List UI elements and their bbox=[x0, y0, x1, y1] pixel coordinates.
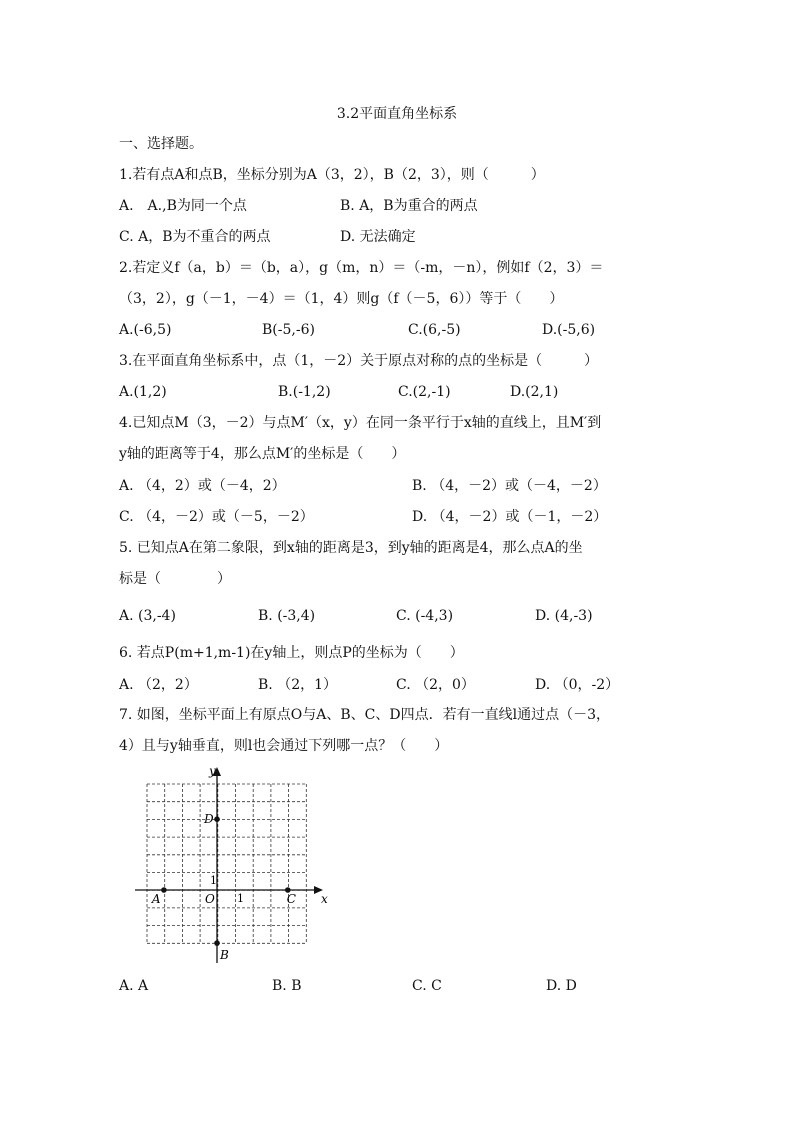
q2-option-b: B(-5,-6) bbox=[262, 322, 315, 338]
y-tick-one: 1 bbox=[210, 874, 217, 887]
q4-stem-line1: 4.已知点M（3，－2）与点M′（x，y）在同一条平行于x轴的直线上，且M′到 bbox=[119, 415, 602, 431]
q4-option-d: D. （4，－2）或（－1，－2） bbox=[412, 509, 608, 525]
q7-option-b-text: B. B bbox=[272, 978, 302, 994]
q2-stem-line1: 2.若定义f（a，b）＝（b，a），g（m，n）＝（-m，－n），例如f（2，3）＝ bbox=[119, 260, 604, 276]
q3-option-c: C.(2,-1) bbox=[398, 384, 451, 400]
q2-option-a: A.(-6,5) bbox=[119, 322, 172, 338]
q6-option-d: D. （0，-2） bbox=[535, 677, 620, 693]
q1-stem: 1.若有点A和点B，坐标分别为A（3，2），B（2，3），则（ ） bbox=[119, 167, 545, 183]
point-a bbox=[161, 887, 167, 893]
q2-stem-line2: （3，2），g（－1，－4）＝（1，4）则g（f（－5，6））等于（ ） bbox=[119, 291, 564, 307]
point-label-d: D bbox=[204, 812, 214, 827]
q1-option-d: D. 无法确定 bbox=[340, 229, 416, 245]
coordinate-grid-figure bbox=[135, 765, 335, 965]
q7-option-b bbox=[272, 976, 301, 996]
q5-option-c: C. (-4,3) bbox=[396, 608, 454, 624]
q7-option-a-text: A. A bbox=[119, 978, 149, 994]
page-title: 3.2平面直角坐标系 bbox=[336, 106, 458, 122]
q4-option-c: C. （4，－2）或（－5，－2） bbox=[119, 509, 314, 525]
point-label-c: C bbox=[286, 892, 296, 906]
x-tick-one: 1 bbox=[237, 892, 244, 905]
section-heading: 一、选择题。 bbox=[119, 136, 203, 152]
q3-option-d: D.(2,1) bbox=[510, 384, 559, 400]
q5-stem-line1: 5. 已知点A在第二象限，到x轴的距离是3，到y轴的距离是4，那么点A的坐 bbox=[119, 540, 583, 556]
q2-option-c: C.(6,-5) bbox=[408, 322, 461, 338]
q1-option-c: C. A，B为不重合的两点 bbox=[119, 229, 271, 245]
q7-stem-line1: 7. 如图，坐标平面上有原点O与A、B、C、D四点．若有一直线l通过点（－3， bbox=[119, 707, 611, 723]
q4-option-b: B. （4，－2）或（－4，－2） bbox=[412, 478, 607, 494]
q5-stem-line2: 标是（ ） bbox=[119, 571, 231, 587]
q7-option-c bbox=[412, 976, 442, 996]
point-b bbox=[214, 940, 220, 946]
q3-option-a: A.(1,2) bbox=[119, 384, 167, 400]
q1-option-b: B. A，B为重合的两点 bbox=[340, 198, 478, 214]
point-d bbox=[214, 816, 220, 822]
q6-option-b: B. （2，1） bbox=[258, 677, 338, 693]
q2-option-d: D.(-5,6) bbox=[542, 322, 596, 338]
q1-option-a: A. A.,B为同一个点 bbox=[119, 198, 247, 214]
q6-option-c: C. （2，0） bbox=[396, 677, 475, 693]
q5-option-d: D. (4,-3) bbox=[535, 608, 593, 624]
q7-stem-line2: 4）且与y轴垂直，则l也会通过下列哪一点？（ ） bbox=[119, 738, 449, 754]
dashed-grid bbox=[147, 784, 306, 943]
q7-option-c-text: C. C bbox=[412, 978, 442, 994]
q3-option-b: B.(-1,2) bbox=[278, 384, 331, 400]
point-label-b: B bbox=[220, 948, 229, 963]
x-axis-label: x bbox=[321, 892, 328, 906]
q5-option-a: A. (3,-4) bbox=[119, 608, 176, 624]
point-label-a: A bbox=[151, 892, 161, 906]
q7-option-d-text: D. D bbox=[546, 978, 577, 994]
q4-option-a: A. （4，2）或（－4，2） bbox=[119, 478, 286, 494]
q6-option-a: A. （2，2） bbox=[119, 677, 198, 693]
origin-label: O bbox=[205, 892, 215, 906]
q4-stem-line2: y轴的距离等于4，那么点M′的坐标是（ ） bbox=[119, 446, 406, 462]
q6-stem: 6. 若点P(m+1,m-1)在y轴上，则点P的坐标为（ ） bbox=[119, 645, 464, 661]
q7-option-a bbox=[119, 976, 148, 996]
q5-option-b: B. (-3,4) bbox=[258, 608, 316, 624]
labeled-points bbox=[151, 812, 296, 962]
q3-stem: 3.在平面直角坐标系中，点（1，－2）关于原点对称的点的坐标是（ ） bbox=[119, 353, 599, 369]
q7-option-d bbox=[546, 976, 577, 996]
y-axis-label: y bbox=[209, 765, 216, 778]
